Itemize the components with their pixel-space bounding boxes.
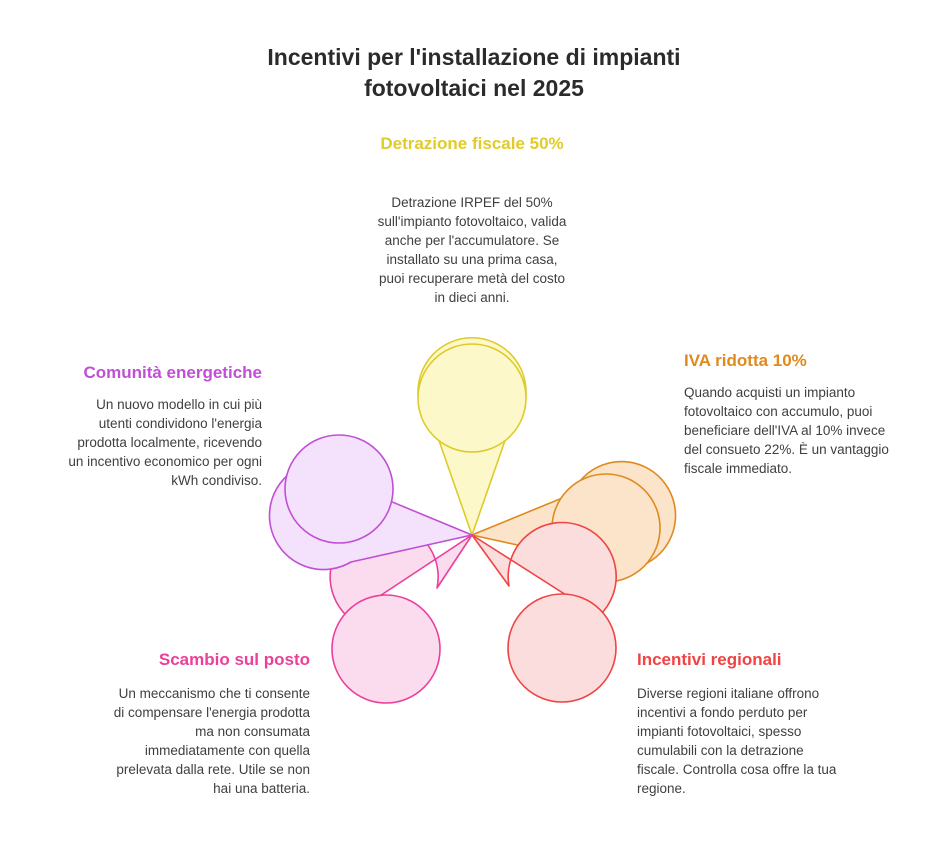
petal-label-detrazione: Detrazione fiscale 50%	[380, 134, 564, 153]
petal-comunita[interactable]	[269, 435, 472, 570]
petal-description-scambio: Un meccanismo che ti consente di compensare l'energia prodotta ma non consumata immediatamente con quella prelevata dalla rete. Utile se non hai una batteria.	[113, 686, 310, 796]
page-title: Incentivi per l'installazione di impianti fotovoltaici nel 2025	[267, 44, 681, 101]
petal-label-comunita: Comunità energetiche	[83, 363, 262, 382]
petal-label-iva: IVA ridotta 10%	[684, 351, 807, 370]
petal-description-detrazione: Detrazione IRPEF del 50% sull'impianto fotovoltaico, valida anche per l'accumulatore. Se installato su una prima casa, puoi recuperare metà del costo in dieci anni.	[377, 195, 567, 305]
petal-label-regionali: Incentivi regionali	[637, 650, 782, 669]
petal-regionali[interactable]	[472, 523, 616, 702]
petal-description-regionali: Diverse regioni italiane offrono incentivi a fondo perduto per impianti fotovoltaici, spesso cumulabili con la detrazione fiscale. Controlla cosa offre la tua regione.	[637, 686, 837, 796]
petal-detrazione[interactable]	[418, 338, 526, 535]
petal-label-scambio: Scambio sul posto	[158, 650, 310, 669]
petal-description-comunita: Un nuovo modello in cui più utenti condividono l'energia prodotta localmente, ricevendo un incentivo economico per ogni kWh condiviso.	[68, 397, 262, 488]
petal-description-iva: Quando acquisti un impianto fotovoltaico con accumulo, puoi beneficiare dell'IVA al 10% invece del consueto 22%. È un vantaggio fiscale immediato.	[684, 385, 889, 476]
